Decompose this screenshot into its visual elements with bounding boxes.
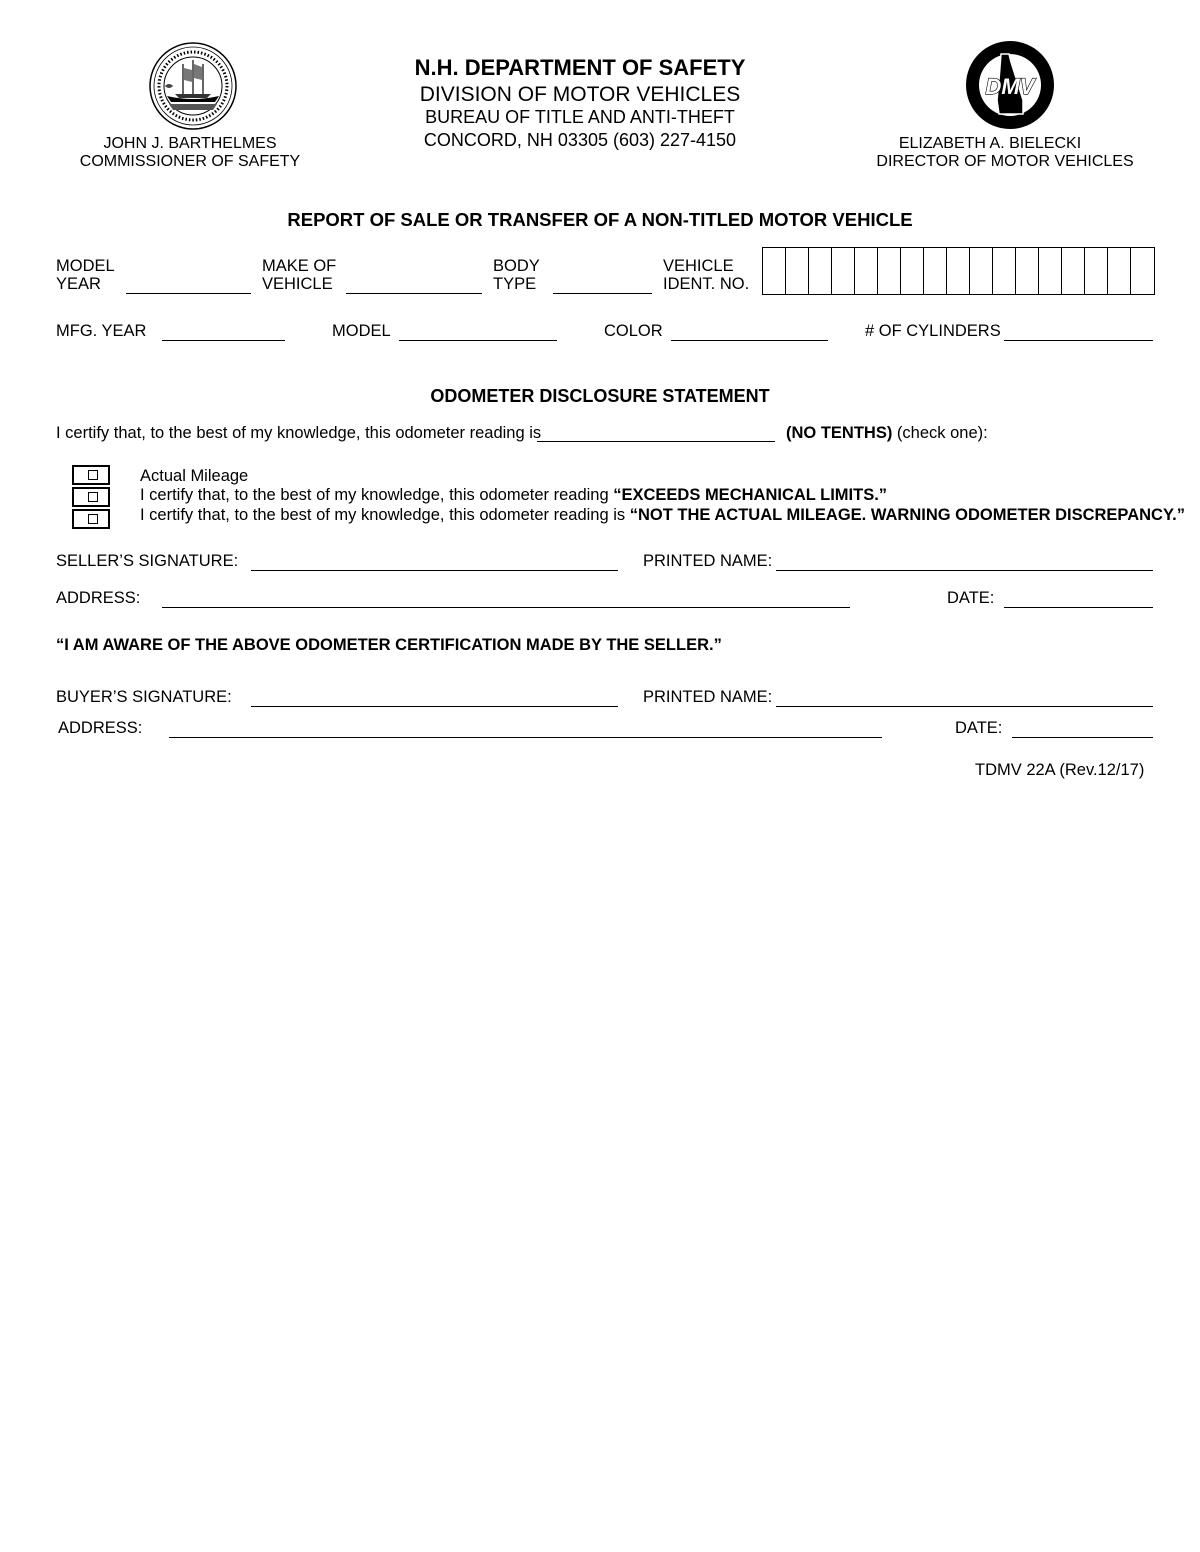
vin-cell[interactable] [832, 248, 855, 294]
seller-signature-label: SELLER’S SIGNATURE: [56, 552, 239, 570]
model-year-field[interactable] [126, 293, 251, 294]
color-field[interactable] [671, 340, 828, 341]
seller-printed-name-field[interactable] [776, 570, 1153, 571]
make-field[interactable] [346, 293, 482, 294]
odometer-reading-field[interactable] [537, 441, 775, 442]
checkbox-square [88, 470, 98, 480]
no-tenths-label: (NO TENTHS) [786, 424, 893, 442]
commissioner-title: COMMISSIONER OF SAFETY [79, 153, 301, 170]
vin-cell[interactable] [1108, 248, 1131, 294]
buyer-address-field[interactable] [169, 737, 882, 738]
seller-address-label: ADDRESS: [56, 589, 141, 607]
no-tenths-note [786, 424, 988, 442]
vin-cell[interactable] [1016, 248, 1039, 294]
vin-label-l1: VEHICLE [663, 257, 734, 275]
buyer-date-label: DATE: [955, 719, 1003, 737]
vin-cell[interactable] [947, 248, 970, 294]
director-name: ELIZABETH A. BIELECKI [898, 135, 1082, 152]
vin-cell[interactable] [1062, 248, 1085, 294]
buyer-printed-name-field[interactable] [776, 706, 1153, 707]
cylinders-label: # OF CYLINDERS [865, 322, 1001, 340]
not-actual-mileage-checkbox[interactable] [72, 509, 110, 529]
dmv-logo-icon [965, 40, 1055, 130]
checkbox-square [88, 514, 98, 524]
option-actual-mileage: Actual Mileage [140, 467, 249, 485]
exceeds-limits-checkbox[interactable] [72, 487, 110, 507]
actual-mileage-checkbox[interactable] [72, 465, 110, 485]
department-title: N.H. DEPARTMENT OF SAFETY [414, 55, 746, 80]
vin-label-l2: IDENT. NO. [663, 275, 750, 293]
vin-cell[interactable] [809, 248, 832, 294]
vin-cell[interactable] [878, 248, 901, 294]
seller-printed-name-label: PRINTED NAME: [643, 552, 773, 570]
seller-date-field[interactable] [1004, 607, 1153, 608]
nh-state-seal-icon [149, 42, 237, 130]
option-not-actual [140, 506, 1185, 524]
seller-address-field[interactable] [162, 607, 850, 608]
seller-date-label: DATE: [947, 589, 995, 607]
buyer-awareness-statement: “I AM AWARE OF THE ABOVE ODOMETER CERTIFICATION MADE BY THE SELLER.” [56, 636, 722, 654]
dmv-logo-text: DMV [985, 74, 1035, 99]
bureau-title: BUREAU OF TITLE AND ANTI-THEFT [425, 107, 735, 127]
option-not-actual-bold: “NOT THE ACTUAL MILEAGE. WARNING ODOMETER DISCREPANCY.” [629, 506, 1185, 524]
vin-grid [762, 247, 1155, 295]
buyer-date-field[interactable] [1012, 737, 1153, 738]
buyer-printed-name-label: PRINTED NAME: [643, 688, 773, 706]
vin-cell[interactable] [1131, 248, 1154, 294]
vin-cell[interactable] [786, 248, 809, 294]
model-label: MODEL [332, 322, 391, 340]
form-number: TDMV 22A (Rev.12/17) [975, 761, 1145, 779]
seller-signature-field[interactable] [251, 570, 618, 571]
director-title: DIRECTOR OF MOTOR VEHICLES [876, 153, 1134, 170]
cylinders-field[interactable] [1004, 340, 1153, 341]
mfg-year-field[interactable] [162, 340, 285, 341]
mfg-year-label: MFG. YEAR [56, 322, 147, 340]
form-title: REPORT OF SALE OR TRANSFER OF A NON-TITLED MOTOR VEHICLE [287, 209, 913, 230]
vin-cell[interactable] [1039, 248, 1062, 294]
buyer-signature-label: BUYER’S SIGNATURE: [56, 688, 232, 706]
vin-cell[interactable] [1085, 248, 1108, 294]
vin-cell[interactable] [993, 248, 1016, 294]
odometer-certify-text: I certify that, to the best of my knowledge, this odometer reading is [56, 424, 542, 442]
body-type-label-l1: BODY [493, 257, 540, 275]
vin-cell[interactable] [855, 248, 878, 294]
make-label-l1: MAKE OF [262, 257, 337, 275]
address-phone: CONCORD, NH 03305 (603) 227-4150 [423, 130, 737, 150]
check-one-label: (check one): [892, 424, 988, 442]
option-not-actual-prefix: I certify that, to the best of my knowledge, this odometer reading is [140, 506, 630, 524]
buyer-signature-field[interactable] [251, 706, 618, 707]
model-year-label-l1: MODEL [56, 257, 115, 275]
division-title: DIVISION OF MOTOR VEHICLES [419, 83, 741, 106]
option-exceeds-bold: “EXCEEDS MECHANICAL LIMITS.” [613, 486, 888, 504]
make-label-l2: VEHICLE [262, 275, 333, 293]
color-label: COLOR [604, 322, 663, 340]
vin-cell[interactable] [901, 248, 924, 294]
odometer-section-title: ODOMETER DISCLOSURE STATEMENT [430, 386, 770, 406]
vin-cell[interactable] [970, 248, 993, 294]
option-exceeds-prefix: I certify that, to the best of my knowledge, this odometer reading [140, 486, 614, 504]
buyer-address-label: ADDRESS: [58, 719, 143, 737]
vin-cell[interactable] [924, 248, 947, 294]
body-type-label-l2: TYPE [493, 275, 537, 293]
option-exceeds-limits [140, 486, 887, 504]
body-type-field[interactable] [553, 293, 652, 294]
vin-cell[interactable] [763, 248, 786, 294]
checkbox-square [88, 492, 98, 502]
model-year-label-l2: YEAR [56, 275, 101, 293]
commissioner-name: JOHN J. BARTHELMES [103, 135, 277, 152]
model-field[interactable] [399, 340, 557, 341]
